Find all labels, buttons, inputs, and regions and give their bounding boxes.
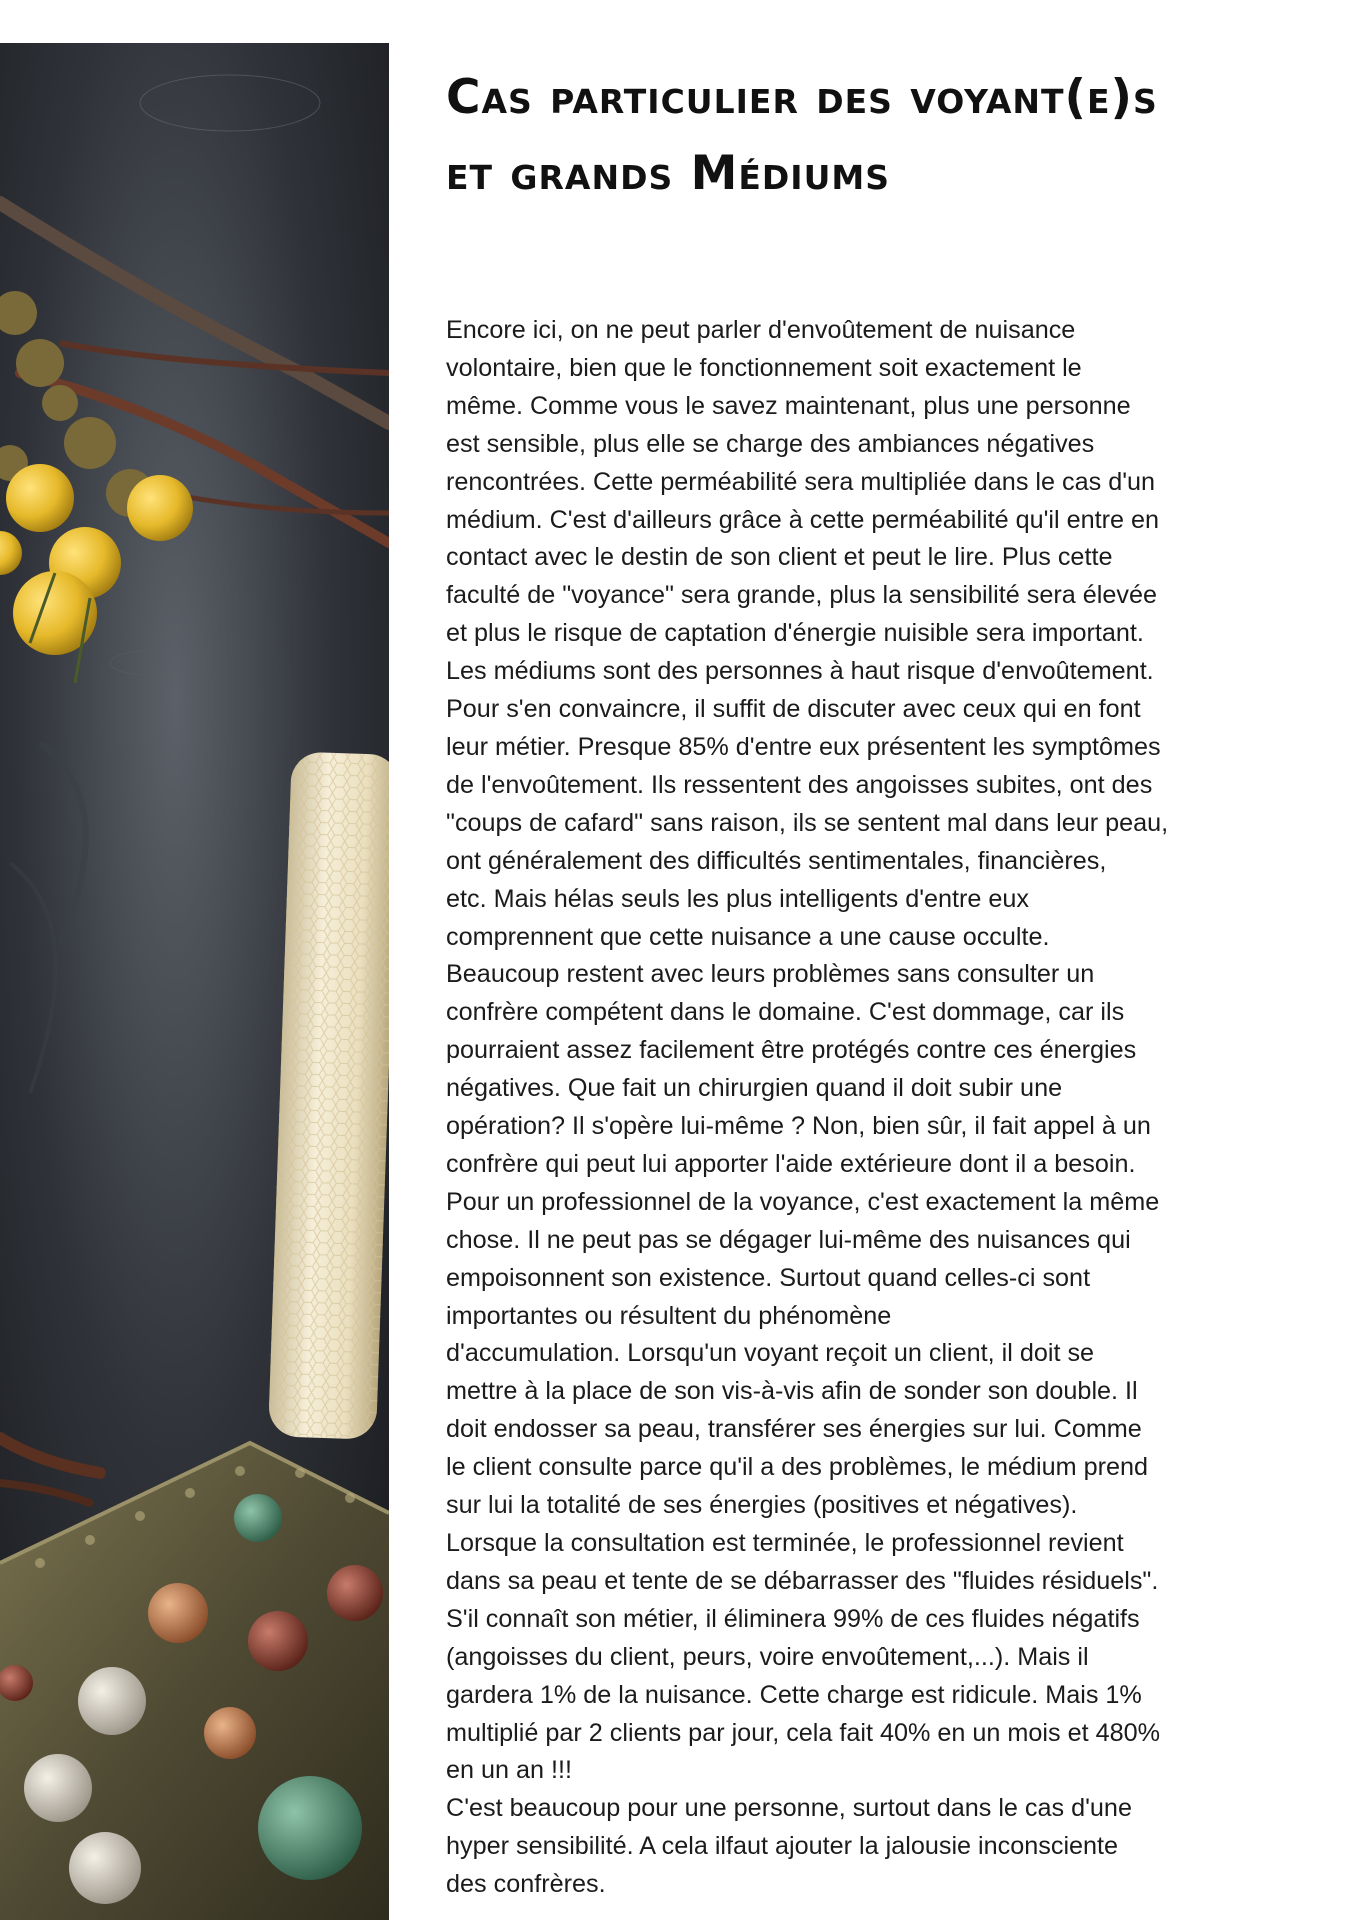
body-line: de l'envoûtement. Ils ressentent des angoisses subites, ont des bbox=[446, 770, 1153, 799]
body-line: Lorsque la consultation est terminée, le professionnel revient bbox=[446, 1529, 1124, 1557]
body-line: Pour s'en convaincre, il suffit de discuter avec ceux qui en font bbox=[446, 695, 1141, 724]
body-line: est sensible, plus elle se charge des ambiances négatives bbox=[446, 429, 1095, 458]
body-line: médium. C'est d'ailleurs grâce à cette perméabilité qu'il entre en bbox=[446, 505, 1160, 534]
body-line: Encore ici, on ne peut parler d'envoûtement de nuisance bbox=[446, 316, 1076, 344]
body-line: même. Comme vous le savez maintenant, plus une personne bbox=[446, 391, 1131, 420]
page-title bbox=[446, 60, 1246, 212]
article bbox=[446, 60, 1246, 1904]
body-line: Beaucoup restent avec leurs problèmes sans consulter un bbox=[446, 960, 1095, 989]
article-body bbox=[446, 312, 1246, 1904]
body-line: dans sa peau et tente de se débarrasser des "fluides résiduels". bbox=[446, 1566, 1159, 1595]
body-line: chose. Il ne peut pas se dégager lui-même des nuisances qui bbox=[446, 1225, 1131, 1254]
body-line: gardera 1% de la nuisance. Cette charge est ridicule. Mais 1% bbox=[446, 1680, 1142, 1709]
body-line: comprennent que cette nuisance a une cause occulte. bbox=[446, 922, 1050, 951]
body-line: Pour un professionnel de la voyance, c'est exactement la même bbox=[446, 1187, 1160, 1216]
body-line: multiplié par 2 clients par jour, cela fait 40% en un mois et 480% bbox=[446, 1718, 1161, 1747]
still-life-photo-icon bbox=[0, 43, 389, 1920]
title-line: et grands Médiums bbox=[446, 146, 890, 201]
body-line: (angoisses du client, peurs, voire envoûtement,...). Mais il bbox=[446, 1642, 1089, 1671]
body-line: etc. Mais hélas seuls les plus intelligents d'entre eux bbox=[446, 884, 1030, 913]
body-line: Les médiums sont des personnes à haut risque d'envoûtement. bbox=[446, 657, 1154, 686]
body-line: des confrères. bbox=[446, 1870, 606, 1899]
body-line: rencontrées. Cette perméabilité sera multipliée dans le cas d'un bbox=[446, 467, 1156, 496]
decorative-photo bbox=[0, 43, 389, 1920]
body-line: négatives. Que fait un chirurgien quand il doit subir une bbox=[446, 1074, 1063, 1103]
body-line: contact avec le destin de son client et peut le lire. Plus cette bbox=[446, 543, 1113, 572]
body-line: en un an !!! bbox=[446, 1756, 573, 1785]
body-line: empoisonnent son existence. Surtout quand celles-ci sont bbox=[446, 1263, 1091, 1292]
body-line: mettre à la place de son vis-à-vis afin de sonder son double. Il bbox=[446, 1377, 1138, 1406]
body-line: importantes ou résultent du phénomène bbox=[446, 1301, 892, 1330]
body-line: leur métier. Presque 85% d'entre eux présentent les symptômes bbox=[446, 732, 1161, 761]
body-line: opération? Il s'opère lui-même ? Non, bien sûr, il fait appel à un bbox=[446, 1112, 1151, 1141]
body-line: faculté de "voyance" sera grande, plus la sensibilité sera élevée bbox=[446, 581, 1157, 610]
title-line: Cas particulier des voyant(e)s bbox=[446, 70, 1158, 125]
body-line: pourraient assez facilement être protégés contre ces énergies bbox=[446, 1036, 1137, 1065]
body-line: le client consulte parce qu'il a des problèmes, le médium prend bbox=[446, 1453, 1149, 1482]
body-line: d'accumulation. Lorsqu'un voyant reçoit un client, il doit se bbox=[446, 1339, 1095, 1368]
body-line: ont généralement des difficultés sentimentales, financières, bbox=[446, 846, 1107, 875]
body-line: hyper sensibilité. A cela ilfaut ajouter la jalousie inconsciente bbox=[446, 1832, 1119, 1861]
body-line: volontaire, bien que le fonctionnement soit exactement le bbox=[446, 353, 1082, 382]
body-line: "coups de cafard" sans raison, ils se sentent mal dans leur peau, bbox=[446, 808, 1169, 837]
body-line: confrère compétent dans le domaine. C'est dommage, car ils bbox=[446, 998, 1125, 1027]
body-line: S'il connaît son métier, il éliminera 99% de ces fluides négatifs bbox=[446, 1604, 1140, 1633]
body-line: sur lui la totalité de ses énergies (positives et négatives). bbox=[446, 1491, 1078, 1520]
body-line: C'est beaucoup pour une personne, surtout dans le cas d'une bbox=[446, 1794, 1132, 1823]
body-line: et plus le risque de captation d'énergie nuisible sera important. bbox=[446, 619, 1144, 648]
body-line: confrère qui peut lui apporter l'aide extérieure dont il a besoin. bbox=[446, 1149, 1136, 1178]
body-line: doit endosser sa peau, transférer ses énergies sur lui. Comme bbox=[446, 1415, 1142, 1444]
